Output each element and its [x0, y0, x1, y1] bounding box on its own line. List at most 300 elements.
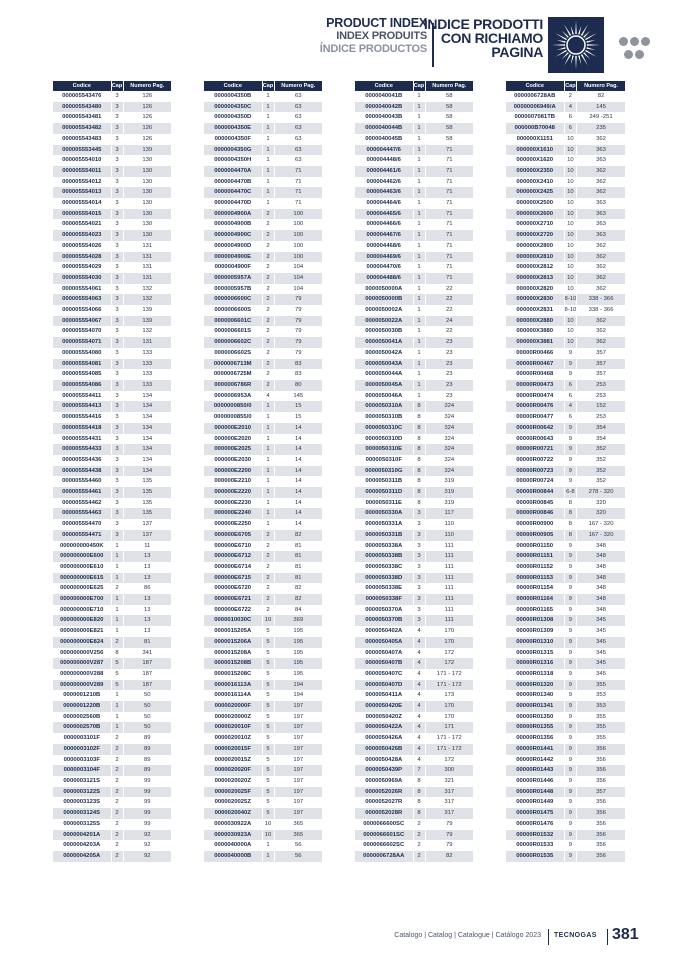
- table-row: [204, 305, 322, 316]
- product-code: 00000R01154: [506, 583, 564, 594]
- chapter: 8: [111, 648, 123, 659]
- table-row: [355, 284, 473, 295]
- table-row: [506, 316, 625, 327]
- table-row: [506, 851, 625, 862]
- chapter: 2: [262, 530, 274, 541]
- product-code: 0000050422A: [355, 722, 413, 733]
- product-code: 0000050310A: [355, 401, 413, 412]
- product-code: 000004468/6: [355, 241, 413, 252]
- table-row: [506, 466, 625, 477]
- table-row: [53, 637, 171, 648]
- product-code: 0000020010F: [204, 722, 262, 733]
- page-ref: 167 - 320: [577, 530, 625, 541]
- chapter: 9: [564, 359, 577, 370]
- page-ref: 81: [274, 551, 322, 562]
- table-row: [204, 273, 322, 284]
- page-ref: 100: [293, 242, 304, 249]
- product-code: 000005554061: [53, 284, 111, 295]
- chapter: 10: [564, 209, 577, 220]
- product-code: 000000E2210: [204, 476, 262, 487]
- page-ref: 131: [123, 337, 171, 348]
- product-code: 0000004201A: [53, 830, 111, 841]
- chapter: 1: [111, 605, 123, 616]
- chapter: 10: [564, 187, 577, 198]
- chapter: 4: [413, 658, 425, 669]
- chapter: 10: [564, 134, 577, 145]
- product-code: 0000052026R: [355, 787, 413, 798]
- page-ref: 362: [577, 337, 625, 348]
- page-ref: 89: [123, 744, 171, 755]
- chapter: 1: [413, 177, 425, 188]
- page-ref: 324: [425, 466, 473, 477]
- page-ref: 319: [444, 478, 455, 485]
- page-ref: 130: [142, 178, 153, 185]
- chapter: 9: [564, 690, 577, 701]
- table-row: [53, 722, 171, 733]
- table-row: [506, 476, 625, 487]
- table-row: [204, 316, 322, 327]
- chapter: 5: [111, 658, 123, 669]
- table-row: [355, 840, 473, 851]
- chapter: 5: [262, 712, 274, 723]
- product-code: 0000050030B: [355, 326, 413, 337]
- page-ref: 356: [596, 799, 606, 806]
- product-code: 00000R01446: [506, 776, 564, 787]
- product-code: 0000050407C: [355, 669, 413, 680]
- table-row: [53, 498, 171, 509]
- table-row: [204, 241, 322, 252]
- page-ref: 130: [123, 209, 171, 220]
- table-row: [506, 123, 625, 134]
- product-code: 000005554086: [53, 380, 111, 391]
- product-code: 0000050420Z: [355, 712, 413, 723]
- product-code: 0000004470A: [204, 166, 262, 177]
- page-ref: 50: [143, 692, 151, 699]
- page-ref: 92: [123, 851, 171, 862]
- product-code: 000005543476: [53, 91, 111, 102]
- product-code: 0000020000F: [204, 701, 262, 712]
- product-code: 0000050407B: [355, 658, 413, 669]
- table-row: [204, 765, 322, 776]
- product-code: 000000X2800: [506, 241, 564, 252]
- chapter: 9: [564, 765, 577, 776]
- page-ref: 324: [444, 414, 455, 421]
- page-ref: 352: [577, 466, 625, 477]
- product-code: 000000000V288: [53, 669, 111, 680]
- product-code: 0000050310F: [355, 455, 413, 466]
- chapter: 2: [111, 840, 123, 851]
- table-row: [506, 284, 625, 295]
- page-ref: 71: [445, 200, 453, 207]
- product-code: 000000X2812: [506, 262, 564, 273]
- column-header-page: Numero Pag.: [577, 81, 625, 91]
- page-ref: 355: [596, 735, 606, 742]
- table-row: [53, 851, 171, 862]
- table-row: [204, 776, 322, 787]
- page-ref: 71: [274, 187, 322, 198]
- page-ref: 356: [596, 820, 606, 827]
- product-code: 0000050311E: [355, 498, 413, 509]
- table-row: [506, 840, 625, 851]
- product-code: 0000020000Z: [204, 712, 262, 723]
- table-row: [53, 466, 171, 477]
- page-ref: 187: [142, 670, 153, 677]
- table-row: [53, 605, 171, 616]
- table-row: [53, 476, 171, 487]
- table-row: [204, 744, 322, 755]
- page-ref: 363: [596, 221, 606, 228]
- footer-divider: [548, 929, 549, 945]
- product-code: 000005543481: [53, 112, 111, 123]
- table-row: [53, 316, 171, 327]
- product-code: 0000050338F: [355, 594, 413, 605]
- page-ref: 348: [577, 594, 625, 605]
- table-row: [506, 648, 625, 659]
- chapter: 2: [111, 755, 123, 766]
- burner-flame-logo-icon: [548, 17, 604, 73]
- table-row: [506, 444, 625, 455]
- table-row: [204, 637, 322, 648]
- table-row: [53, 434, 171, 445]
- table-row: [355, 401, 473, 412]
- chapter: 10: [564, 166, 577, 177]
- page-ref: 357: [596, 349, 606, 356]
- product-code: 0000004350E: [204, 123, 262, 134]
- table-row: [204, 573, 322, 584]
- chapter: 9: [564, 541, 577, 552]
- product-code: 000000000E820: [53, 615, 111, 626]
- product-code: 0000050042A: [355, 348, 413, 359]
- product-code: 000005554067: [53, 316, 111, 327]
- page-ref: 187: [123, 680, 171, 691]
- page-ref: 23: [425, 380, 473, 391]
- page-ref: 71: [425, 230, 473, 241]
- product-code: 0000052027R: [355, 797, 413, 808]
- product-code: 000005554436: [53, 455, 111, 466]
- page-ref: 171: [425, 722, 473, 733]
- product-code: 000000000E615: [53, 573, 111, 584]
- table-row: [506, 808, 625, 819]
- page-ref: 81: [123, 637, 171, 648]
- chapter: 2: [111, 583, 123, 594]
- chapter: 4: [413, 722, 425, 733]
- chapter: 2: [111, 819, 123, 830]
- chapter: 8: [413, 466, 425, 477]
- page-ref: 58: [445, 93, 453, 99]
- page-ref: 63: [274, 145, 322, 156]
- table-row: [204, 519, 322, 530]
- chapter: 1: [111, 594, 123, 605]
- page-ref: 197: [293, 778, 304, 784]
- product-code: 0000003101F: [53, 733, 111, 744]
- product-code: 000004465/6: [355, 209, 413, 220]
- chapter: 1: [413, 337, 425, 348]
- table-row: [355, 112, 473, 123]
- chapter: 2: [111, 797, 123, 808]
- table-row: [355, 573, 473, 584]
- chapter: 9: [564, 797, 577, 808]
- catalog-label: Catalogo | Catalog | Catalogue | Catálogo 2023: [394, 932, 541, 939]
- page-ref: 22: [445, 328, 453, 335]
- table-row: [355, 637, 473, 648]
- page-ref: 132: [142, 328, 153, 335]
- chapter: 2: [262, 573, 274, 584]
- product-code: 0000006725M: [204, 369, 262, 380]
- page-ref: 13: [123, 615, 171, 626]
- page-ref: 99: [143, 778, 151, 784]
- page-ref: 132: [123, 294, 171, 305]
- page-ref: 348: [596, 585, 606, 592]
- chapter: 5: [262, 808, 274, 819]
- product-code: 000004447/6: [355, 145, 413, 156]
- chapter: 6: [564, 380, 577, 391]
- page-ref: 23: [445, 392, 453, 399]
- table-row: [53, 284, 171, 295]
- product-code: 000005554026: [53, 241, 111, 252]
- page-ref: 134: [123, 444, 171, 455]
- chapter: 3: [111, 455, 123, 466]
- table-row: [355, 337, 473, 348]
- page-ref: 133: [123, 380, 171, 391]
- chapter: 1: [262, 112, 274, 123]
- table-row: [204, 508, 322, 519]
- page-ref: 22: [445, 285, 453, 292]
- product-code: 0000004470B: [204, 177, 262, 188]
- chapter: 8: [413, 401, 425, 412]
- page-ref: 167 - 320: [588, 521, 614, 528]
- table-row: [506, 487, 625, 498]
- table-row: [53, 348, 171, 359]
- chapter: 10: [564, 337, 577, 348]
- product-code: 000005554012: [53, 177, 111, 188]
- chapter: 8: [413, 776, 425, 787]
- page-ref: 100: [293, 221, 304, 228]
- table-row: [204, 722, 322, 733]
- product-code: 000004464/6: [355, 198, 413, 209]
- table-row: [355, 294, 473, 305]
- product-code: 0000003124S: [53, 808, 111, 819]
- chapter: 2: [262, 594, 274, 605]
- chapter: 1: [413, 209, 425, 220]
- chapter: 10: [564, 316, 577, 327]
- chapter: 3: [111, 230, 123, 241]
- product-code: 0000040000B: [204, 851, 262, 862]
- product-code: 0000015205A: [204, 626, 262, 637]
- page-ref: 14: [274, 444, 322, 455]
- chapter: 3: [111, 166, 123, 177]
- table-row: [204, 112, 322, 123]
- page-ref: 363: [577, 145, 625, 156]
- page-ref: 197: [293, 713, 304, 720]
- index-table-2: [204, 81, 322, 862]
- product-code: 0000040045B: [355, 134, 413, 145]
- page-ref: 353: [577, 701, 625, 712]
- page-ref: 362: [577, 187, 625, 198]
- product-code: 000000X2831: [506, 305, 564, 316]
- page-ref: 197: [293, 756, 304, 763]
- table-row: [204, 498, 322, 509]
- table-row: [355, 145, 473, 156]
- table-header-row: [506, 81, 625, 91]
- chapter: 3: [111, 391, 123, 402]
- product-code: 0000050043A: [355, 359, 413, 370]
- product-code: 0000015206A: [204, 637, 262, 648]
- table-row: [53, 369, 171, 380]
- chapter: 1: [262, 155, 274, 166]
- product-code: 000004463/6: [355, 187, 413, 198]
- chapter: 9: [564, 348, 577, 359]
- chapter: 3: [111, 434, 123, 445]
- table-row: [506, 380, 625, 391]
- table-row: [355, 648, 473, 659]
- table-row: [53, 262, 171, 273]
- chapter: 9: [564, 744, 577, 755]
- page-ref: 110: [444, 521, 454, 528]
- table-row: [506, 241, 625, 252]
- table-row: [355, 594, 473, 605]
- chapter: 2: [262, 562, 274, 573]
- chapter: 2: [111, 808, 123, 819]
- product-code: 00000R00466: [506, 348, 564, 359]
- page-number: 381: [612, 926, 639, 943]
- product-code: 000000E2250: [204, 519, 262, 530]
- chapter: 5: [262, 797, 274, 808]
- product-code: 000005554021: [53, 219, 111, 230]
- table-row: [204, 851, 322, 862]
- page-ref: 63: [274, 123, 322, 134]
- table-row: [355, 155, 473, 166]
- chapter: 3: [413, 605, 425, 616]
- page-ref: 300: [425, 765, 473, 776]
- chapter: 9: [564, 369, 577, 380]
- product-code: 00000R00905: [506, 530, 564, 541]
- table-row: [506, 134, 625, 145]
- chapter: 10: [564, 219, 577, 230]
- page-ref: 253: [596, 414, 606, 421]
- chapter: 3: [413, 530, 425, 541]
- page-ref: 356: [577, 851, 625, 862]
- page-ref: 23: [445, 349, 453, 356]
- table-row: [355, 830, 473, 841]
- page-ref: 71: [425, 252, 473, 263]
- page-ref: 235: [577, 123, 625, 134]
- product-code: 000000E2220: [204, 487, 262, 498]
- table-row: [204, 669, 322, 680]
- page-ref: 83: [274, 359, 322, 370]
- chapter: 9: [564, 615, 577, 626]
- table-row: [506, 776, 625, 787]
- page-ref: 362: [596, 178, 606, 185]
- table-row: [355, 808, 473, 819]
- chapter: 4: [413, 680, 425, 691]
- table-row: [355, 530, 473, 541]
- product-code: 0000050338D: [355, 573, 413, 584]
- product-code: 00000R01341: [506, 701, 564, 712]
- product-code: 0000004350H: [204, 155, 262, 166]
- table-row: [355, 519, 473, 530]
- chapter: 2: [262, 583, 274, 594]
- chapter: 10: [564, 145, 577, 156]
- chapter: 8: [413, 444, 425, 455]
- table-row: [506, 733, 625, 744]
- chapter: 9: [564, 476, 577, 487]
- product-code: 00000R01355: [506, 722, 564, 733]
- table-row: [53, 294, 171, 305]
- table-row: [53, 391, 171, 402]
- table-row: [355, 562, 473, 573]
- table-row: [506, 551, 625, 562]
- chapter: 1: [413, 294, 425, 305]
- chapter: 1: [262, 102, 274, 113]
- page-ref: 363: [596, 157, 606, 164]
- table-row: [204, 166, 322, 177]
- table-row: [204, 284, 322, 295]
- page-ref: 110: [425, 530, 473, 541]
- page-ref: 133: [123, 359, 171, 370]
- product-code: 00000R00900: [506, 519, 564, 530]
- page-ref: 195: [293, 628, 304, 635]
- table-row: [506, 391, 625, 402]
- chapter: 2: [262, 262, 274, 273]
- chapter: 9: [564, 830, 577, 841]
- product-code: 00000R01165: [506, 605, 564, 616]
- page-ref: 111: [444, 585, 454, 592]
- product-code: 000005554063: [53, 294, 111, 305]
- page-ref: 81: [274, 573, 322, 584]
- table-row: [53, 487, 171, 498]
- chapter: 9: [564, 551, 577, 562]
- table-row: [53, 123, 171, 134]
- table-row: [204, 455, 322, 466]
- page-ref: 79: [445, 842, 453, 849]
- chapter: 5: [262, 658, 274, 669]
- product-code: 000000X2813: [506, 273, 564, 284]
- table-row: [204, 359, 322, 370]
- page-ref: 135: [142, 499, 153, 506]
- page-ref: 71: [445, 242, 453, 249]
- product-code: 0000050338C: [355, 562, 413, 573]
- table-row: [506, 594, 625, 605]
- page-ref: 352: [596, 478, 606, 485]
- product-code: 0000050310E: [355, 444, 413, 455]
- chapter: 9: [564, 434, 577, 445]
- table-row: [355, 819, 473, 830]
- product-code: 0000006602S: [204, 348, 262, 359]
- chapter: 6: [564, 123, 577, 134]
- product-code: 00000R01164: [506, 594, 564, 605]
- page-ref: 324: [444, 456, 455, 463]
- page-ref: 89: [123, 765, 171, 776]
- product-code: 00000R00476: [506, 401, 564, 412]
- column-header-chapter: Cap: [565, 83, 576, 89]
- page-ref: 130: [123, 187, 171, 198]
- product-code: 0000001210B: [53, 690, 111, 701]
- index-title-line-2: CON RICHIAMO: [440, 30, 543, 46]
- page-ref: 71: [445, 178, 453, 185]
- table-row: [204, 605, 322, 616]
- chapter: 6: [564, 391, 577, 402]
- product-code: 000005554460: [53, 476, 111, 487]
- product-code: 00000R00467: [506, 359, 564, 370]
- page-footer: [0, 926, 677, 950]
- table-row: [204, 797, 322, 808]
- page-ref: 354: [596, 435, 606, 442]
- product-code: 0000020010Z: [204, 733, 262, 744]
- product-code: 0000040042B: [355, 102, 413, 113]
- chapter: 1: [413, 316, 425, 327]
- product-code: 0000004900C: [204, 230, 262, 241]
- chapter: 3: [111, 145, 123, 156]
